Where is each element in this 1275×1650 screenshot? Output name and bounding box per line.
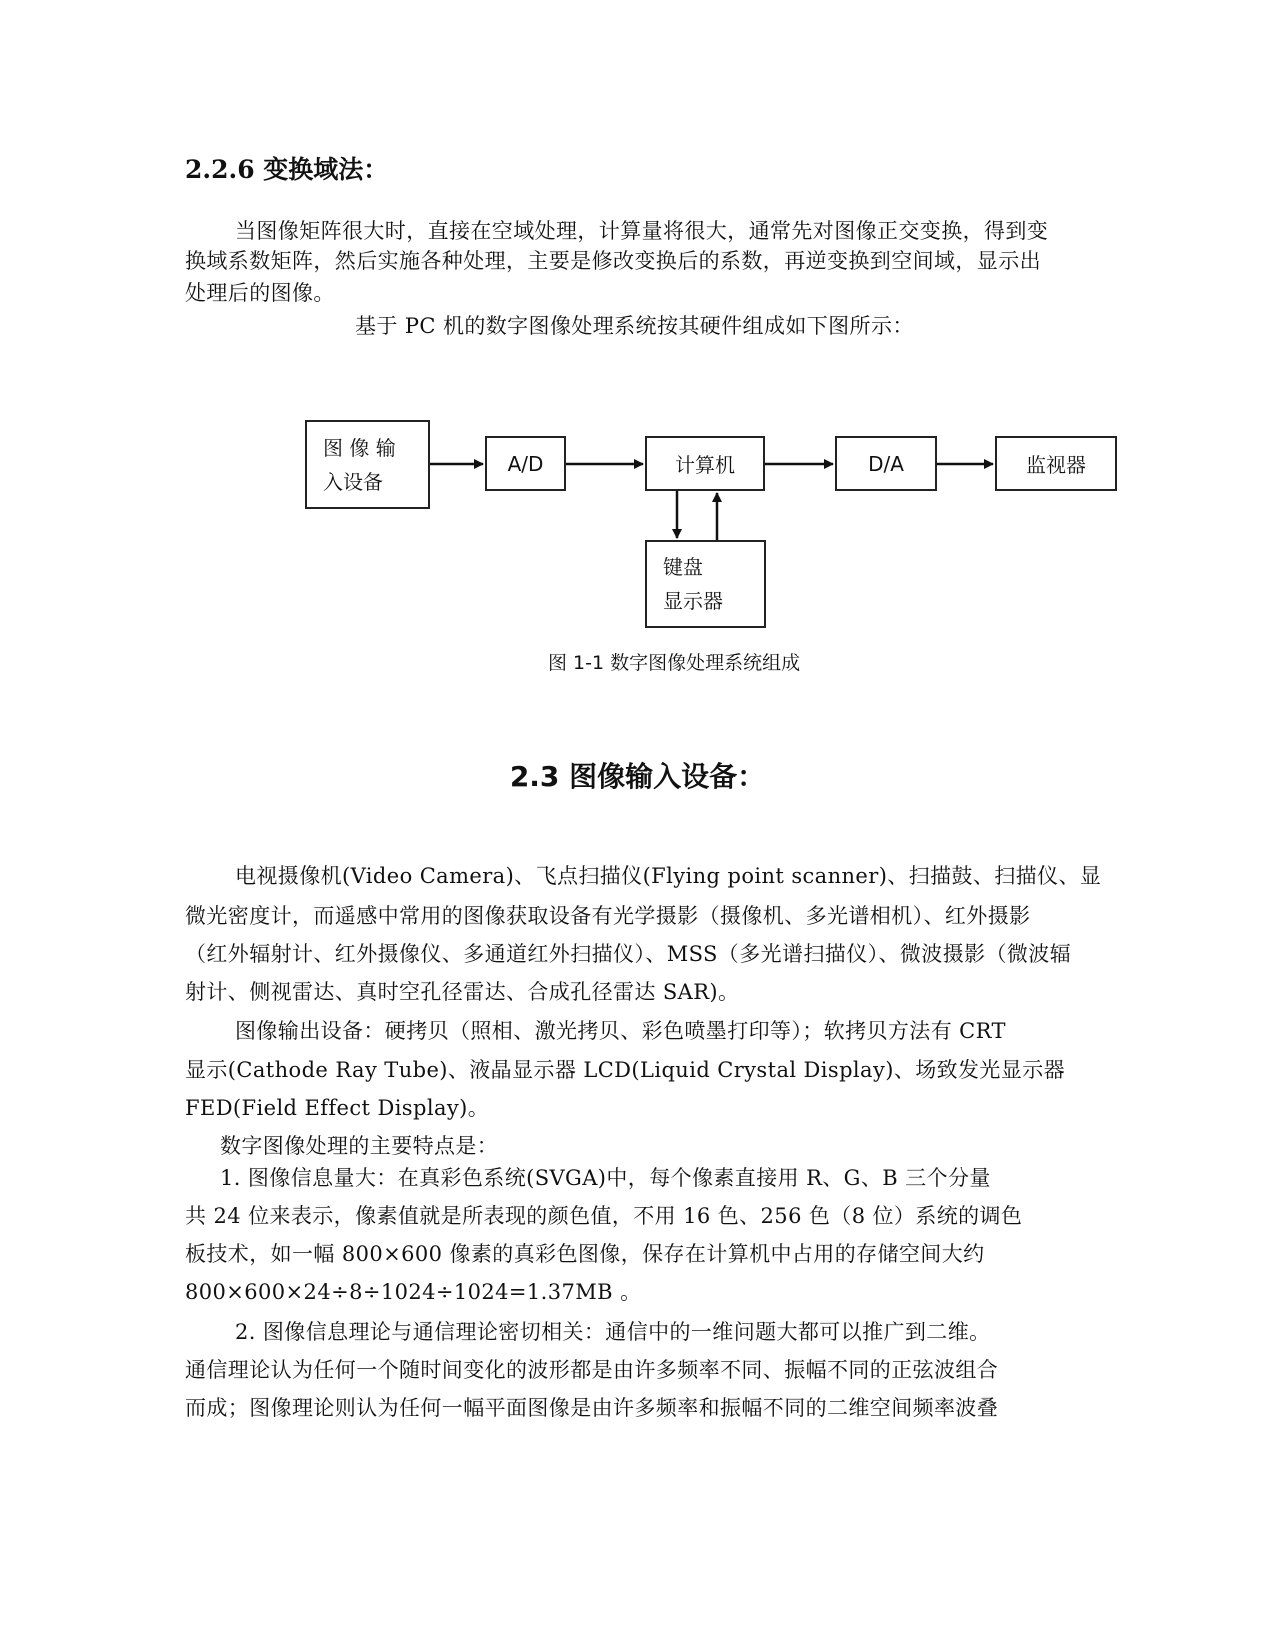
paragraph-line: 显示(Cathode Ray Tube)、液晶显示器 LCD(Liquid Crystal Display)、场致发光显示器	[185, 1058, 1066, 1082]
ad-converter-box	[485, 436, 566, 491]
paragraph-line: 电视摄像机(Video Camera)、飞点扫描仪(Flying point scanner)、扫描鼓、扫描仪、显	[235, 864, 1102, 888]
paragraph-line: 2. 图像信息理论与通信理论密切相关：通信中的一维问题大都可以推广到二维。	[235, 1320, 991, 1344]
computer-label: 计算机	[675, 453, 735, 477]
paragraph-line: （红外辐射计、红外摄像仪、多通道红外扫描仪）、MSS（多光谱扫描仪）、微波摄影（微波辐	[185, 942, 1072, 966]
paragraph-line: 图像输出设备：硬拷贝（照相、激光拷贝、彩色喷墨打印等）；软拷贝方法有 CRT	[235, 1019, 1006, 1043]
display-label: 显示器	[663, 589, 723, 613]
paragraph-line: 数字图像处理的主要特点是：	[220, 1134, 499, 1158]
input-device-box	[305, 420, 430, 509]
monitor-box	[995, 436, 1117, 491]
figure-caption: 图 1-1 数字图像处理系统组成	[548, 652, 801, 674]
input-device-label-line1: 图 像 输	[323, 435, 396, 460]
section-heading-2-2-6: 2.2.6 变换域法：	[185, 155, 389, 184]
paragraph-line: 而成；图像理论则认为任何一幅平面图像是由许多频率和振幅不同的二维空间频率波叠	[185, 1396, 999, 1420]
monitor-label: 监视器	[1026, 453, 1086, 477]
keyboard-display-box	[645, 540, 766, 628]
paragraph-line: 1. 图像信息量大：在真彩色系统(SVGA)中，每个像素直接用 R、G、B 三个分量	[220, 1166, 991, 1190]
input-device-label-line2: 入设备	[323, 469, 383, 494]
keyboard-label: 键盘	[663, 555, 703, 579]
paragraph-line: FED(Field Effect Display)。	[185, 1096, 490, 1120]
paragraph-line: 当图像矩阵很大时，直接在空域处理，计算量将很大，通常先对图像正交变换，得到变	[235, 219, 1049, 243]
paragraph-line: 通信理论认为任何一个随时间变化的波形都是由许多频率不同、振幅不同的正弦波组合	[185, 1358, 999, 1382]
da-converter-box	[835, 436, 937, 491]
paragraph-line: 射计、侧视雷达、真时空孔径雷达、合成孔径雷达 SAR)。	[185, 980, 740, 1004]
section-heading-2-3: 2.3 图像输入设备：	[509, 760, 766, 793]
paragraph-line: 处理后的图像。	[185, 281, 335, 305]
paragraph-line: 板技术，如一幅 800×600 像素的真彩色图像，保存在计算机中占用的存储空间大约	[185, 1242, 985, 1266]
computer-box	[645, 436, 765, 491]
paragraph-line: 800×600×24÷8÷1024÷1024=1.37MB 。	[185, 1280, 642, 1304]
da-converter-label: D/A	[868, 451, 904, 476]
paragraph-line: 微光密度计，而遥感中常用的图像获取设备有光学摄影（摄像机、多光谱相机）、红外摄影	[185, 904, 1031, 928]
system-block-diagram	[295, 400, 1135, 640]
paragraph-line: 换域系数矩阵，然后实施各种处理，主要是修改变换后的系数，再逆变换到空间域，显示出	[185, 249, 1041, 273]
ad-converter-label: A/D	[507, 451, 544, 476]
paragraph-line: 共 24 位来表示，像素值就是所表现的颜色值，不用 16 色、256 色（8 位）系统的调色	[185, 1204, 1023, 1228]
paragraph-line: 基于 PC 机的数字图像处理系统按其硬件组成如下图所示：	[355, 314, 914, 338]
